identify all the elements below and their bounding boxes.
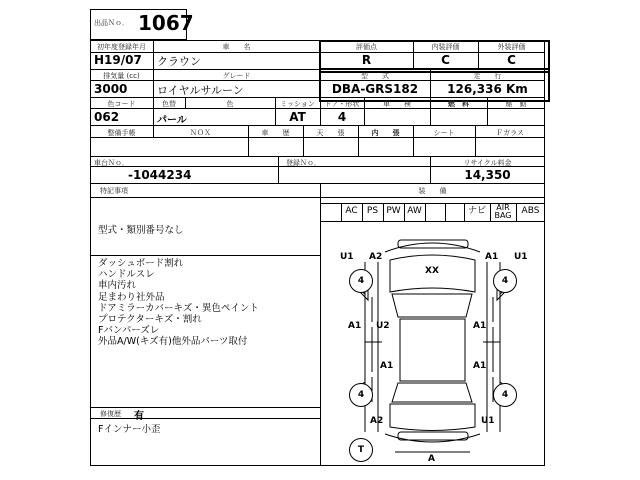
car-name-value: クラウン: [157, 55, 201, 68]
mark-a1: A1: [473, 361, 487, 371]
seat-label: シート: [433, 129, 455, 137]
grade-label: グレード: [222, 72, 251, 80]
tire-rear-left: 4: [349, 383, 373, 407]
equipment-ac: AC: [345, 206, 358, 216]
displacement-value: 3000: [94, 82, 128, 96]
note-item: ハンドルスレ: [98, 269, 155, 281]
mileage-label: 走 行: [473, 72, 502, 80]
displacement-label: 排気量 (cc): [103, 72, 140, 80]
equipment-abs: ABS: [521, 206, 540, 216]
repair-history-label: 修復歴: [100, 410, 121, 418]
maintenance-book-label: 整備手帳: [107, 129, 136, 137]
mission-value: AT: [289, 110, 306, 124]
notes-header: 特記事項: [100, 187, 128, 195]
inspection-label: 車 検: [383, 100, 411, 108]
mark-a1: A1: [380, 361, 394, 371]
interior-score-label: 内装評価: [431, 43, 460, 51]
mark-a1: A1: [485, 252, 499, 262]
mark-a1: A1: [348, 321, 362, 331]
chassis-no-value: -1044234: [128, 168, 192, 182]
equipment-pw: PW: [386, 206, 401, 216]
mission-label: ミッション: [280, 100, 315, 108]
equipment-ps: PS: [366, 206, 379, 216]
mark-u2: U2: [376, 321, 390, 331]
interior-trim-label: 内 張: [371, 129, 400, 137]
mark-u1: U1: [514, 252, 528, 262]
front-glass-label: Ｆガラス: [496, 129, 524, 137]
note-item: Fバンパーズレ: [98, 325, 160, 337]
model-label: 型 式: [361, 72, 389, 80]
note-item: ダッシュボード割れ: [98, 258, 184, 269]
equipment-navi: ナビ: [467, 206, 486, 216]
grade-value: ロイヤルサルーン: [157, 84, 244, 97]
registration-no-label: 登録Ｎｏ．: [286, 159, 321, 167]
drive-label: 駆 動: [505, 100, 527, 108]
spare-tire: T: [349, 438, 373, 462]
lot-label: 出品Ｎｏ．: [94, 19, 129, 27]
first-registration-value: H19/07: [94, 53, 142, 67]
color-label: 色: [226, 100, 234, 108]
nox-label: ＮＯＸ: [190, 129, 211, 137]
mileage-value: 126,336 Km: [447, 82, 528, 96]
doors-value: 4: [337, 110, 347, 124]
score-label: 評価点: [356, 43, 377, 51]
exterior-score-value: C: [507, 53, 516, 67]
recycle-fee-label: リサイクル料金: [463, 159, 512, 167]
door-shape-label: ドア・形状: [324, 100, 360, 108]
roof-label: 天 張: [316, 129, 345, 137]
model-value: DBA-GRS182: [331, 82, 419, 96]
color-code-label: 色コード: [107, 100, 136, 108]
note-item: 足まわり社外品: [98, 291, 165, 303]
tire-rear-right: 4: [493, 383, 517, 407]
equipment-aw: AW: [407, 206, 422, 216]
repair-detail: Fインナー小歪: [98, 424, 161, 435]
note-item: 外品A/W(キズ有)他外品パーツ取付: [98, 336, 248, 348]
note-item: ドアミラーカバーキズ・異色ペイント: [98, 302, 259, 314]
fuel-label: 燃 料: [448, 100, 469, 108]
mark-a1: A1: [473, 321, 487, 331]
mark-u1: U1: [481, 416, 495, 426]
lot-number: 1067: [138, 11, 194, 35]
tire-front-right: 4: [493, 269, 517, 293]
mark-a: A: [428, 454, 435, 464]
notes-list: [98, 258, 318, 348]
color-value: パール: [157, 115, 187, 126]
type-note: 型式・類別番号なし: [98, 225, 184, 236]
car-name-label: 車 名: [222, 43, 251, 51]
first-registration-label: 初年度登録年月: [97, 43, 146, 51]
mark-xx: XX: [425, 266, 439, 276]
exterior-score-label: 外装評価: [497, 43, 526, 51]
interior-score-value: C: [441, 53, 450, 67]
history-label: 車 歴: [261, 129, 290, 137]
mark-u1: U1: [340, 252, 354, 262]
car-condition-diagram: [320, 222, 545, 466]
tire-front-left: 4: [349, 269, 373, 293]
equipment-airbag: AIR BAG: [494, 203, 512, 220]
mark-a2: A2: [369, 252, 383, 262]
color-code-value: 062: [94, 110, 120, 124]
chassis-no-label: 車台Ｎｏ．: [94, 159, 129, 167]
mark-a2: A2: [370, 416, 384, 426]
note-item: プロテクターキズ・割れ: [98, 314, 202, 326]
recycle-fee-value: 14,350: [464, 168, 511, 182]
score-value: R: [361, 53, 372, 67]
color-change-label: 色替: [162, 100, 176, 108]
repair-history-value: 有: [134, 411, 144, 422]
equipment-header: 装 備: [418, 187, 447, 195]
note-item: 車内汚れ: [98, 280, 137, 292]
